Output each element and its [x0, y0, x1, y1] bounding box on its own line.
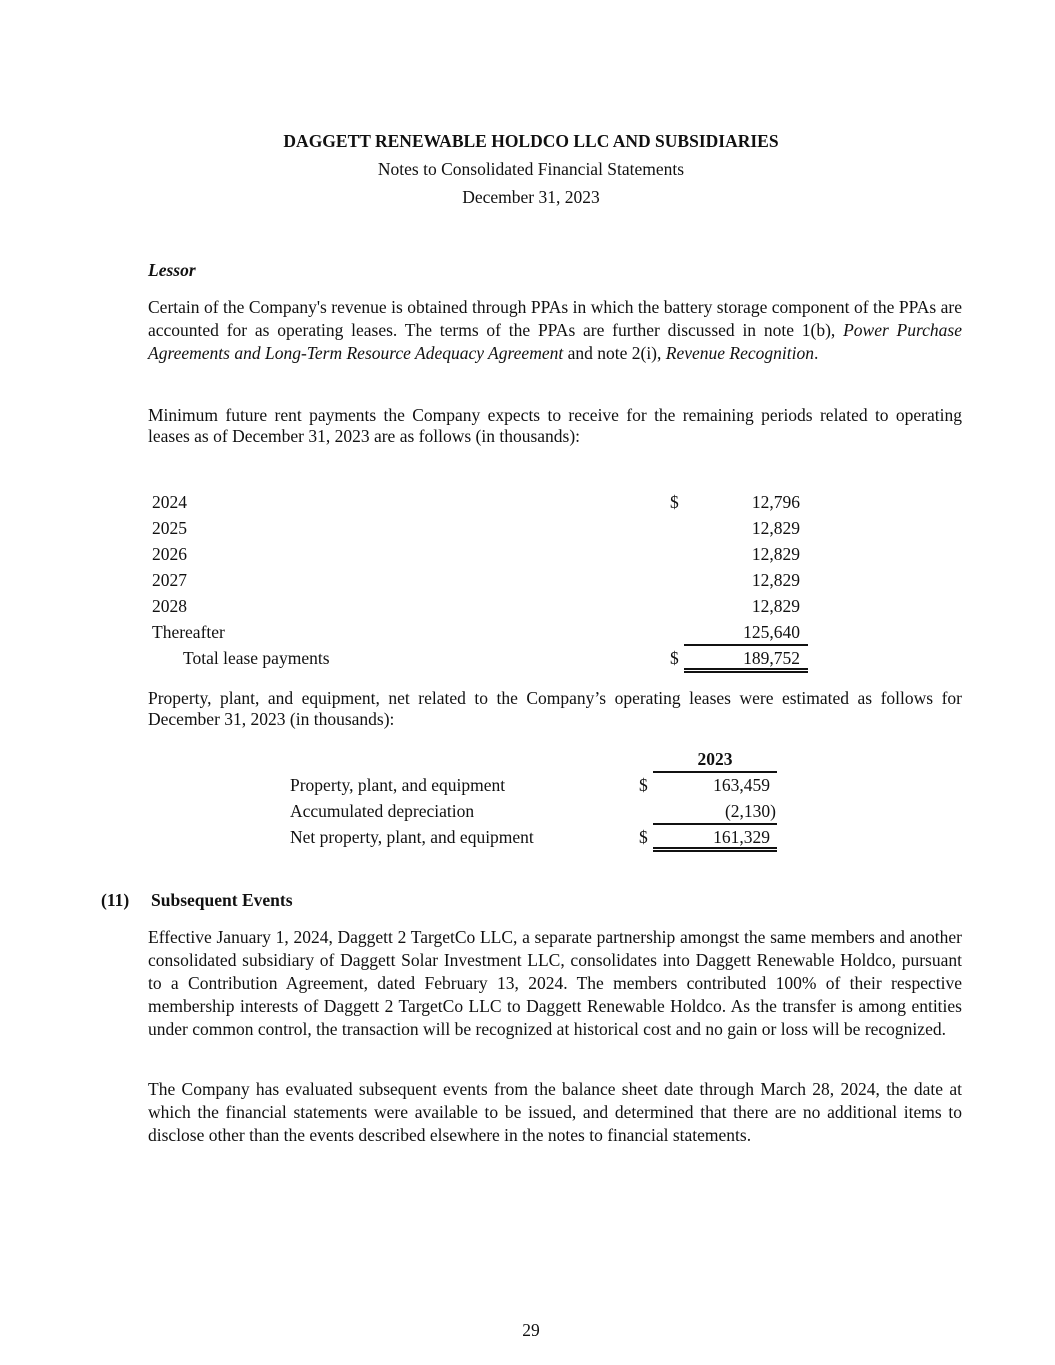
column-header-2023: 2023	[697, 749, 733, 769]
currency-symbol: $	[670, 648, 679, 668]
table-row	[0, 620, 1055, 644]
document-subtitle: Notes to Consolidated Financial Statements	[377, 159, 685, 179]
table-total-row	[0, 646, 1055, 670]
document-date: December 31, 2023	[462, 187, 600, 207]
row-label: Thereafter	[152, 622, 225, 642]
row-value: 163,459	[713, 775, 770, 795]
row-value: (2,130)	[724, 801, 776, 821]
subsequent-events-paragraph-1: Effective January 1, 2024, Daggett 2 TargetCo LLC, a separate partnership amongst the same members and another consolidated subsidiary of Daggett Solar Investment LLC, consolidates into Daggett Renewable Holdco, pursuant to a Contribution Agreement, dated February 13, 2024. The members contributed 100% of their respective membership interests of Daggett 2 TargetCo LLC to Daggett Renewable Holdco. As the transfer is among entities under common control, the transaction will be recognized at historical cost and no gain or loss will be recognized.	[148, 927, 962, 1039]
table-row	[0, 542, 1055, 566]
table-row	[0, 799, 1055, 823]
table-row	[0, 490, 1055, 514]
company-name: DAGGETT RENEWABLE HOLDCO LLC AND SUBSIDIARIES	[283, 131, 779, 151]
row-label: 2025	[152, 518, 187, 538]
total-value: 161,329	[713, 827, 770, 847]
total-double-rule-bottom	[653, 850, 777, 852]
total-double-rule-bottom	[684, 671, 808, 673]
section-title: Subsequent Events	[151, 890, 293, 910]
ppe-intro-paragraph: Property, plant, and equipment, net related to the Company’s operating leases were estimated as follows for December 31, 2023 (in thousands):	[148, 688, 962, 729]
row-label: 2024	[152, 492, 187, 512]
page-number: 29	[522, 1320, 540, 1340]
note-reference-revenue: Revenue Recognition	[665, 343, 814, 363]
row-label: Accumulated depreciation	[290, 801, 475, 821]
row-value: 12,829	[751, 518, 800, 538]
row-value: 125,640	[743, 622, 800, 642]
currency-symbol: $	[639, 827, 648, 847]
note-reference-ppa: Power Purchase Agreements and Long-Term Resource Adequacy Agreement	[148, 320, 962, 363]
table-row	[0, 594, 1055, 618]
total-label: Total lease payments	[183, 648, 330, 668]
total-label: Net property, plant, and equipment	[290, 827, 534, 847]
row-value: 12,829	[751, 596, 800, 616]
para-text: .	[813, 343, 819, 363]
table-row	[0, 773, 1055, 797]
currency-symbol: $	[670, 492, 679, 512]
currency-symbol: $	[639, 775, 648, 795]
total-value: 189,752	[743, 648, 800, 668]
lessor-paragraph-1	[148, 296, 962, 365]
row-label: Property, plant, and equipment	[290, 775, 506, 795]
total-double-rule-top	[653, 847, 777, 849]
section-number: (11)	[101, 890, 130, 910]
row-label: 2028	[152, 596, 187, 616]
lessor-heading: Lessor	[148, 260, 196, 280]
table-row	[0, 568, 1055, 592]
row-label: 2027	[152, 570, 187, 590]
row-label: 2026	[152, 544, 187, 564]
table-total-row	[0, 825, 1055, 849]
row-value: 12,796	[751, 492, 800, 512]
lessor-paragraph-2: Minimum future rent payments the Company expects to receive for the remaining periods related to operating leases as of December 31, 2023 are as follows (in thousands):	[148, 405, 962, 446]
row-value: 12,829	[751, 544, 800, 564]
para-text: Certain of the Company's revenue is obtained through PPAs in which the battery storage component of the PPAs are accounted for as operating leases. The terms of the PPAs are further discussed in note 1(b),	[148, 297, 962, 340]
total-double-rule-top	[684, 668, 808, 670]
para-text: and note 2(i),	[563, 343, 666, 363]
table-row	[0, 516, 1055, 540]
row-value: 12,829	[751, 570, 800, 590]
subsequent-events-paragraph-2: The Company has evaluated subsequent events from the balance sheet date through March 28, 2024, the date at which the financial statements were available to be issued, and determined that there are no additional items to disclose other than the events described elsewhere in the notes to financial statements.	[148, 1079, 962, 1145]
